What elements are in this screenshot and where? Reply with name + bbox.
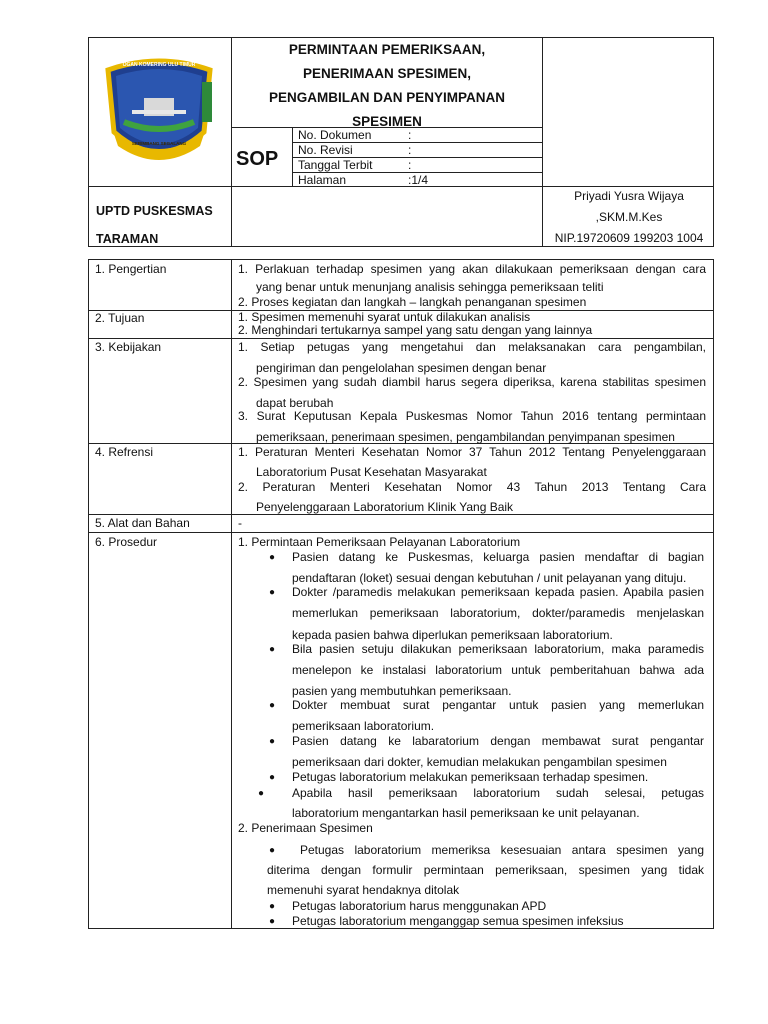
- section-label: 6. Prosedur: [95, 535, 158, 549]
- sop-label: SOP: [236, 148, 279, 170]
- procedure-line: Dokter /paramedis melakukan pemeriksaan kepada pasien. Apabila pasien: [292, 585, 704, 599]
- unit-line: UPTD PUSKESMAS: [96, 204, 213, 218]
- section-value: -: [238, 516, 242, 530]
- procedure-line: kepada pasien bahwa diperlukan pemeriksaan laboratorium.: [292, 628, 613, 642]
- procedure-line: Pasien datang ke Puskesmas, keluarga pasien mendaftar di bagian: [292, 550, 704, 564]
- signatory-name: Priyadi Yusra Wijaya: [574, 189, 684, 203]
- procedure-line: laboratorium mengantarkan hasil pemeriksaan ke unit pelayanan.: [292, 806, 640, 820]
- section-line: Laboratorium Pusat Kesehatan Masyarakat: [256, 465, 487, 479]
- meta-value: :: [408, 143, 412, 157]
- section-line: 1. Peraturan Menteri Kesehatan Nomor 37 Tahun 2012 Tentang Penyelenggaraan: [238, 445, 706, 459]
- signatory-nip: NIP.19720609 199203 1004: [554, 231, 704, 245]
- procedure-line: pemeriksaan laboratorium.: [292, 719, 435, 733]
- section-line: 1. Setiap petugas yang mengetahui dan melaksanakan cara pengambilan,: [238, 340, 706, 354]
- procedure-line: Bila pasien setuju dilakukan pemeriksaan laboratorium, maka paramedis: [292, 642, 704, 656]
- section-line: 3. Surat Keputusan Kepala Puskesmas Nomor Tahun 2016 tentang permintaan: [238, 409, 706, 423]
- bullet-icon: ●: [258, 788, 265, 799]
- section-line: 2. Proses kegiatan dan langkah – langkah penanganan spesimen: [238, 295, 587, 309]
- procedure-line: memerlukan pemeriksaan laboratorium, dokter/paramedis menjelaskan: [292, 606, 704, 620]
- section-line: Penyelenggaraan Laboratorium Klinik Yang Baik: [256, 500, 514, 514]
- title-line: PENGAMBILAN DAN PENYIMPANAN: [268, 90, 505, 105]
- meta-value: :: [408, 158, 412, 172]
- bullet-icon: ●: [269, 552, 276, 563]
- prosedur-subheading: 1. Permintaan Pemeriksaan Pelayanan Laboratorium: [238, 535, 521, 549]
- section-label: 5. Alat dan Bahan: [95, 516, 190, 530]
- section-line: 1. Perlakuan terhadap spesimen yang akan dilakukaan pemeriksaan dengan cara: [238, 262, 706, 276]
- meta-value: :1/4: [408, 173, 429, 187]
- procedure-line: Petugas laboratorium harus menggunakan APD: [292, 899, 547, 913]
- bullet-icon: ●: [269, 700, 276, 711]
- section-line: 1. Spesimen memenuhi syarat untuk dilakukan analisis: [238, 310, 531, 324]
- meta-label: No. Revisi: [298, 143, 353, 157]
- logo: [104, 52, 214, 172]
- title-line: SPESIMEN: [352, 114, 422, 129]
- title-line: PERMINTAAN PEMERIKSAAN,: [288, 42, 486, 57]
- section-line: 2. Menghindari tertukarnya sampel yang satu dengan yang lainnya: [238, 323, 593, 337]
- procedure-line: Petugas laboratorium memeriksa kesesuaian antara spesimen yang: [300, 843, 704, 857]
- section-line: 2. Spesimen yang sudah diambil harus segera diperiksa, karena stabilitas spesimen: [238, 375, 706, 389]
- procedure-line: Dokter membuat surat pengantar untuk pasien yang memerlukan: [292, 698, 704, 712]
- title-line: PENERIMAAN SPESIMEN,: [302, 66, 472, 81]
- procedure-line: pasien yang membutuhkan pemeriksaan.: [292, 684, 512, 698]
- bullet-icon: ●: [269, 772, 276, 783]
- document-title: [232, 38, 542, 134]
- meta-label: No. Dokumen: [298, 128, 372, 142]
- logo-top-text: OGAN KOMERING ULU TIMUR: [122, 62, 196, 68]
- bullet-icon: ●: [269, 736, 276, 747]
- section-label: 2. Tujuan: [95, 311, 145, 325]
- signatory-degree: ,SKM.M.Kes: [595, 210, 663, 224]
- section-label: 3. Kebijakan: [95, 340, 162, 354]
- procedure-line: pemeriksaan dari dokter, kemudian melakukan pengambilan spesimen: [292, 755, 667, 769]
- procedure-line: pendaftaran (loket) sesuai dengan kebutuhan / unit pelayanan yang dituju.: [292, 571, 687, 585]
- section-line: dapat berubah: [256, 396, 334, 410]
- meta-label: Halaman: [298, 173, 347, 187]
- section-line: 2. Peraturan Menteri Kesehatan Nomor 43 Tahun 2013 Tentang Cara: [238, 480, 706, 494]
- section-line: yang benar untuk menunjang analisis sehingga pemeriksaan teliti: [256, 280, 604, 294]
- meta-label: Tanggal Terbit: [298, 158, 373, 172]
- signatory: [544, 186, 714, 249]
- procedure-line: Apabila hasil pemeriksaan laboratorium sudah selesai, petugas: [292, 786, 704, 800]
- unit-name: [96, 200, 213, 250]
- meta-value: :: [408, 128, 412, 142]
- procedure-line: diterima dengan formulir permintaan pemeriksaan, spesimen yang tidak: [267, 863, 704, 877]
- procedure-line: Pasien datang ke labaratorium dengan membawat surat pengantar: [292, 734, 704, 748]
- logo-ribbon-text: SEBIMBANG SEGALANG: [131, 141, 187, 146]
- procedure-line: Petugas laboratorium melakukan pemeriksaan terhadap spesimen.: [292, 770, 649, 784]
- procedure-line: menelepon ke instalasi laboratorium untuk pemberitahuan bahwa ada: [292, 663, 704, 677]
- bullet-icon: ●: [269, 587, 276, 598]
- section-label: 1. Pengertian: [95, 262, 167, 276]
- prosedur-subheading: 2. Penerimaan Spesimen: [238, 821, 373, 835]
- procedure-line: Petugas laboratorium menganggap semua spesimen infeksius: [292, 914, 624, 928]
- section-line: pengiriman dan pengelolahan spesimen dengan benar: [256, 361, 547, 375]
- unit-line: TARAMAN: [96, 232, 159, 246]
- bullet-icon: ●: [269, 845, 276, 856]
- bullet-icon: ●: [269, 901, 276, 912]
- bullet-icon: ●: [269, 916, 276, 927]
- section-line: pemeriksaan, penerimaan spesimen, pengambilandan penyimpanan spesimen: [256, 430, 675, 444]
- bullet-icon: ●: [269, 644, 276, 655]
- section-label: 4. Refrensi: [95, 445, 154, 459]
- procedure-line: memenuhi syarat hendaknya ditolak: [267, 883, 460, 897]
